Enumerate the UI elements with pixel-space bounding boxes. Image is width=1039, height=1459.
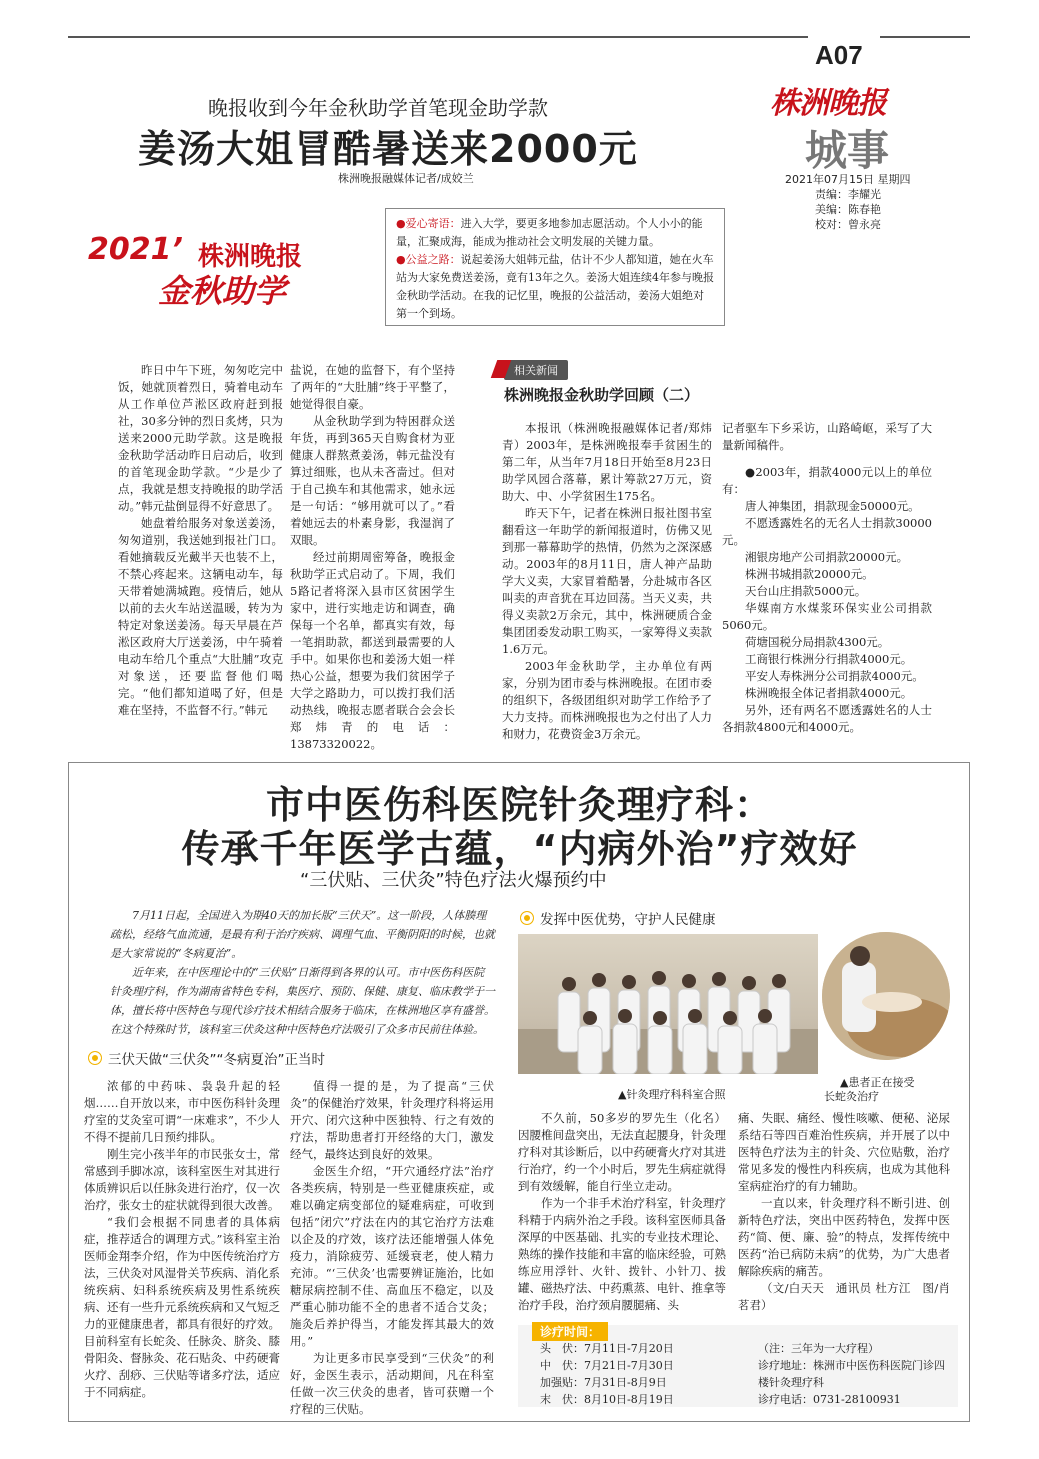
banner-title: 金秋助学 <box>158 272 287 310</box>
top-rule <box>68 36 808 38</box>
article2-lead: 7月11日起，全国进入为期40天的加长版“三伏天”。这一阶段，人体腠理疏松，经络气血流通，是最有利于治疗疾病、调理气血、平衡阴阳的时候，也就是大家常说的“冬病夏治”。 近年来，在中医理论中的“三伏贴”日渐得到各界的认可。市中医伤科医院针灸理疗科，作为湖南省特色专科，集医疗、预防、保健、康复、临床教学于一体，擅长将中医特色与现代诊疗技术相结合服务于临床，在株洲地区享有盛誉。在这个特殊时节，该科室三伏灸这种中医特色疗法吸引了众多市民前往体验。 <box>110 909 495 1036</box>
team-photo-caption: ▲针灸理疗科科室合照 <box>618 1088 726 1101</box>
page-number: A07 <box>815 40 863 70</box>
article2-column-d: 痛、失眠、痛经、慢性咳嗽、便秘、泌尿系结石等四百难治性疾病，并开展了以中医特色疗法为主的针灸、穴位贴敷，治疗常见多发的慢性内科疾病，也成为其他科室病症治疗的有力辅助。 一直以来，针灸理疗科不断引进、创新特色疗法，突出中医药特色，发挥中医药“简、便、廉、验”的特点，发挥传统中医药“治已病防未病”的优势，为广大患者解除疾病的痛苦。 （文/白天天 通讯员 杜方江 图/肖茗君） <box>738 1111 950 1312</box>
note-2: ●公益之路：说起姜汤大姐韩元盐，估计不少人都知道，她在火车站为大家免费送姜汤，竟有13年之久。姜汤大姐连续4年参与晚报金秋助学活动。在我的记忆里，晚报的公益活动，姜汤大姐绝对第一个到场。 <box>396 253 714 320</box>
newspaper-logo: 株洲晚报 <box>770 86 886 121</box>
article2-column-a: 浓郁的中药味、袅袅升起的轻烟……自开放以来，市中医伤科针灸理疗室的艾灸室可谓“一床难求”，不少人不得不提前几日预约排队。 刚生完小孩半年的市民张女士，常常感到手脚冰凉，该科室医生对其进行体质辨识后以任脉灸进行治疗，仅一次治疗，张女士的症状就得到很大改善。 “我们会根据不同患者的具体病症，推荐适合的调理方式。”该科室主治医师金翔李介绍，作为中医传统治疗方法，三伏灸对风湿骨关节疾病、消化系统疾病、妇科系统疾病及男性系统疾病、还有一些升元系统疾病和又气短乏力的亚健康患者，都具有很好的疗效。目前科室有长蛇灸、任脉灸、脐灸、膝骨阳灸、督脉灸、花石贴灸、中药硬膏火疗、刮痧、三伏贴等诸多疗法，适应于不同病症。 <box>84 1079 280 1399</box>
schedule-details: （注：三年为一大疗程） 诊疗地址：株洲市中医伤科医院门诊四楼针灸理疗科 诊疗电话：0731-28100931 <box>758 1342 945 1406</box>
bullet-icon <box>88 1051 102 1065</box>
article1-column-2: 盐说，在她的监督下，有个坚持了两年的“大肚脯”终于平整了，她觉得很自豪。 从金秋助学到为特困群众送年货，再到365天自购食材为亚健康人群熬煮姜汤，韩元盐没有算过细账，也从未吝啬过。但对于自己换车和其他需求，她永远是一句话：“够用就可以了。”看着她远去的朴素身影，我湿润了双眼。 经过前期周密筹备，晚报金秋助学正式启动了。下周，我们5路记者将深入县市区贫困学生家中，进行实地走访和调查，确保每一个名单，都真实有效，每一笔捐助款，都送到最需要的人手中。如果你也和姜汤大姐一样热心公益，想要为我们贫困学子大学之路助力，可以拨打我们活动热线，晚报志愿者联合会会长郑炜青的电话：13873320022。 <box>290 363 455 751</box>
bullet-icon <box>520 911 534 925</box>
treatment-photo-image <box>822 932 950 1060</box>
campaign-banner <box>68 228 388 308</box>
treatment-photo <box>822 932 950 1060</box>
section-heading-1: 三伏天做“三伏灸”“冬病夏治”正当时 <box>88 1048 325 1068</box>
article2-column-b: 值得一提的是，为了提高“三伏灸”的保健治疗效果，针灸理疗科将运用开穴、闭穴这种中医独特、行之有效的疗法，帮助患者打开经络的大门，激发经气，最终达到良好的效果。 金医生介绍，“开穴通经疗法”治疗各类疾病，特别是一些亚健康疾症，或难以确定病变部位的疑难病症，可收到包括”闭穴”疗法在内的其它治疗方法难以企及的疗效，该疗法还能增强人体免疫力，消除疲劳、延缓衰老，使人精力充沛。“‘三伏灸’也需要辨证施治，比如糖尿病控制不佳、高血压不稳定，以及严重心肺功能不全的患者不适合艾灸；施灸后养护得当，才能发挥其最大的效用。” 为让更多市民享受到“三伏灸”的利好，金医生表示，活动期间，凡在科室任做一次三伏灸的患者，皆可获赠一个疗程的三伏贴。 <box>290 1079 494 1416</box>
issue-meta <box>785 172 911 232</box>
article1-column-1: 昨日中午下班，匆匆吃完中饭，她就顶着烈日，骑着电动车从工作单位芦淞区政府赶到报社，30多分钟的烈日炙烤，只为送来2000元助学款。这是晚报金秋助学活动昨日启动后，收到的首笔现金助学款。“少是少了点，我就是想支持晚报的助学活动。”韩元盐倒显得不好意思了。 她盘着给服务对象送姜汤，匆匆道别，我送她到报社门口。看她摘载反光戴半天也装不上，不禁心疼起来。这辆电动车，每天带着她满城跑。疫情后，她从以前的去火车站送温暖，转为为特定对象送姜汤。每天早晨在芦淞区政府大厅送姜汤，中午骑着电动车给几个重点“大肚脯”攻克对象送，还要监督他们喝完。“他们都知道喝了好，但是难在坚持，不监督不行。”韩元 <box>118 363 283 717</box>
related-column-1: 本报讯（株洲晚报融媒体记者/郑炜青）2003年，是株洲晚报奉手贫困生的第二年，从当年7月18日开始至8月23日助学风园合落幕，累计筹款27万元，资助大、中、小学贫困生175名。 昨天下午，记者在株洲日报社图书室翻看这一年助学的新闻报道时，仿佛又见到那一幕幕助学的热情，仍然为之深深感动。2003年的8月11日，唐人神产品助学大义卖，大家冒着酷暑，分赴城市各区叫卖的声音犹在耳边回荡。当天义卖，共得义卖款2万余元，其中，株洲硬质合金集团团委发动职工购买，一家筹得义卖款1.6万元。 2003年金秋助学，主办单位有两家，分别为团市委与株洲晚报。在团市委的组织下，各级团组织对助学工作给予了大力支持。而株洲晚报也为之付出了人力和财力，花费资金3万余元。 <box>502 421 712 741</box>
schedule-title: 诊疗时间： <box>532 1322 608 1341</box>
designer-line: 美编：陈春艳 <box>815 203 881 216</box>
editor-line: 责编：李耀光 <box>815 188 881 201</box>
section-title: 城事 <box>805 126 890 175</box>
treatment-photo-caption: ▲患者正在接受 长蛇灸治疗 <box>824 1076 915 1103</box>
related-column-2: 记者驱车下乡采访，山路崎岖，采写了大量新闻稿件。 ●2003年，捐款4000元以上的单位有： 唐人神集团，捐款现金50000元。 不愿透露姓名的无名人士捐款30000元。 湘银房地产公司捐款20000元。 株洲书城捐款20000元。 天台山庄捐款5000元。 华媒南方水煤浆环保实业公司捐款5060元。 荷塘国税分局捐款4300元。 工商银行株洲分行捐款4000元。 平安人寿株洲分公司捐款4000元。 株洲晚报全体记者捐款4000元。 另外，还有两名不愿透露姓名的人士各捐款4800元和4000元。 <box>722 421 932 734</box>
team-photo-figures <box>518 934 818 1074</box>
banner-name: 株洲晚报 <box>198 242 303 272</box>
article2-subtitle: “三伏贴、三伏灸”特色疗法火爆预约中 <box>300 870 607 891</box>
note-box <box>385 208 725 326</box>
top-rule-right <box>880 36 970 38</box>
article2-column-c: 不久前，50多岁的罗先生（化名）因腰椎间盘突出，无法直起腰身，针灸理疗科对其诊断后，以中药硬膏火疗对其进行治疗，约一个小时后，罗先生病症就得到有效缓解，能自行坐立走动。 作为一个非手术治疗科室，针灸理疗科精于内病外治之手段。该科室医师具备深厚的中医基础、扎实的专业技术理论、熟练的操作技能和丰富的临床经验，可熟练应用浮针、火针、拨针、小针刀、拔罐、磁热疗法、中药熏蒸、电针、推拿等治疗手段，治疗颈肩腰腿痛、头 <box>518 1111 726 1312</box>
article1-byline: 株洲晚报融媒体记者/成姣兰 <box>338 172 474 185</box>
team-photo <box>518 934 818 1074</box>
proof-line: 校对：曾永亮 <box>815 218 881 231</box>
article2-headline-1: 市中医伤科医院针灸理疗科： <box>265 783 773 827</box>
issue-date: 2021年07月15日 星期四 <box>785 173 911 186</box>
schedule-periods: 头 伏：7月11日-7月20日 中 伏：7月21日-7月30日 加强贴：7月31日-8月9日 末 伏：8月10日-8月19日 <box>540 1342 674 1406</box>
related-news-title: 株洲晚报金秋助学回顾（二） <box>504 386 700 404</box>
article1-headline: 姜汤大姐冒酷暑送来2000元 <box>138 127 638 171</box>
article1-kicker: 晚报收到今年金秋助学首笔现金助学款 <box>208 96 548 120</box>
section-heading-2: 发挥中医优势，守护人民健康 <box>520 908 716 928</box>
note-1: ●爱心寄语：进入大学，要更多地参加志愿活动。个人小小的能量，汇聚成海，能成为推动社会文明发展的关键力量。 <box>396 217 703 248</box>
banner-year: 2021’ <box>88 232 183 267</box>
article2-headline-2: 传承千年医学古蕴，“内病外治”疗效好 <box>181 827 858 871</box>
related-news-tag: 相关新闻 <box>504 360 568 380</box>
